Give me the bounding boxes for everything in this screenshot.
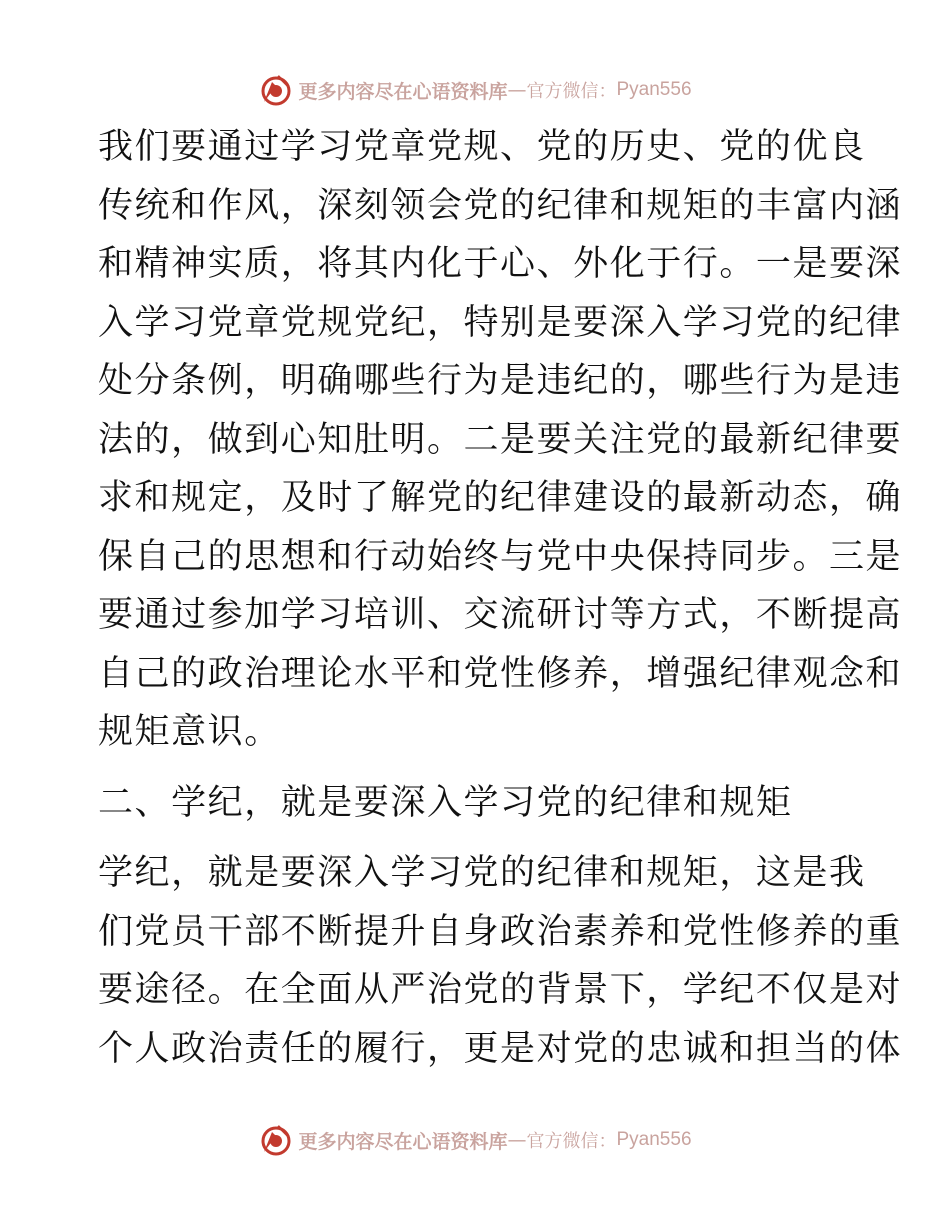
paragraph-line: 入学习党章党规党纪，特别是要深入学习党的纪律 bbox=[98, 302, 903, 343]
banner-promo-text: 更多内容尽在心语资料库 bbox=[298, 1130, 508, 1153]
banner-separator: — bbox=[507, 79, 527, 101]
pen-logo-icon bbox=[258, 72, 294, 108]
paragraph-line: 和精神实质，将其内化于心、外化于行。一是要深 bbox=[98, 244, 903, 284]
paragraph-line: 规矩意识。 bbox=[98, 712, 281, 752]
paragraph-line: 求和规定，及时了解党的纪律建设的最新动态，确 bbox=[98, 478, 903, 518]
banner-wechat-label: 官方微信： bbox=[526, 81, 617, 102]
paragraph-line: 要途径。在全面从严治党的背景下，学纪不仅是对 bbox=[98, 970, 903, 1010]
paragraph-2 bbox=[98, 844, 903, 1078]
paragraph-line: 个人政治责任的履行，更是对党的忠诚和担当的体 bbox=[98, 1028, 903, 1069]
pen-logo-icon bbox=[258, 1122, 294, 1158]
paragraph-line: 自己的政治理论水平和党性修养，增强纪律观念和 bbox=[98, 653, 903, 694]
section-heading: 二、学纪，就是要深入学习党的纪律和规矩 bbox=[98, 782, 793, 823]
document-body bbox=[98, 118, 903, 1078]
banner-wechat-label: 官方微信： bbox=[526, 1131, 617, 1152]
banner-wechat-id: Pyan556 bbox=[616, 1129, 692, 1150]
paragraph-1 bbox=[98, 118, 903, 762]
paragraph-line: 保自己的思想和行动始终与党中央保持同步。三是 bbox=[98, 536, 903, 577]
paragraph-line: 法的，做到心知肚明。二是要关注党的最新纪律要 bbox=[98, 419, 903, 460]
paragraph-line: 处分条例，明确哪些行为是违纪的，哪些行为是违 bbox=[98, 361, 903, 401]
footer-banner bbox=[0, 1120, 950, 1160]
banner-wechat-id: Pyan556 bbox=[616, 79, 692, 100]
paragraph-line: 我们要通过学习党章党规、党的历史、党的优良 bbox=[98, 127, 866, 167]
banner-promo-text: 更多内容尽在心语资料库 bbox=[298, 80, 508, 103]
banner-separator: — bbox=[507, 1129, 527, 1151]
paragraph-line: 要通过参加学习培训、交流研讨等方式，不断提高 bbox=[98, 595, 903, 635]
paragraph-line: 学纪，就是要深入学习党的纪律和规矩，这是我 bbox=[98, 853, 866, 893]
header-banner bbox=[0, 70, 950, 110]
paragraph-line: 传统和作风，深刻领会党的纪律和规矩的丰富内涵 bbox=[98, 185, 903, 226]
paragraph-line: 们党员干部不断提升自身政治素养和党性修养的重 bbox=[98, 911, 903, 952]
